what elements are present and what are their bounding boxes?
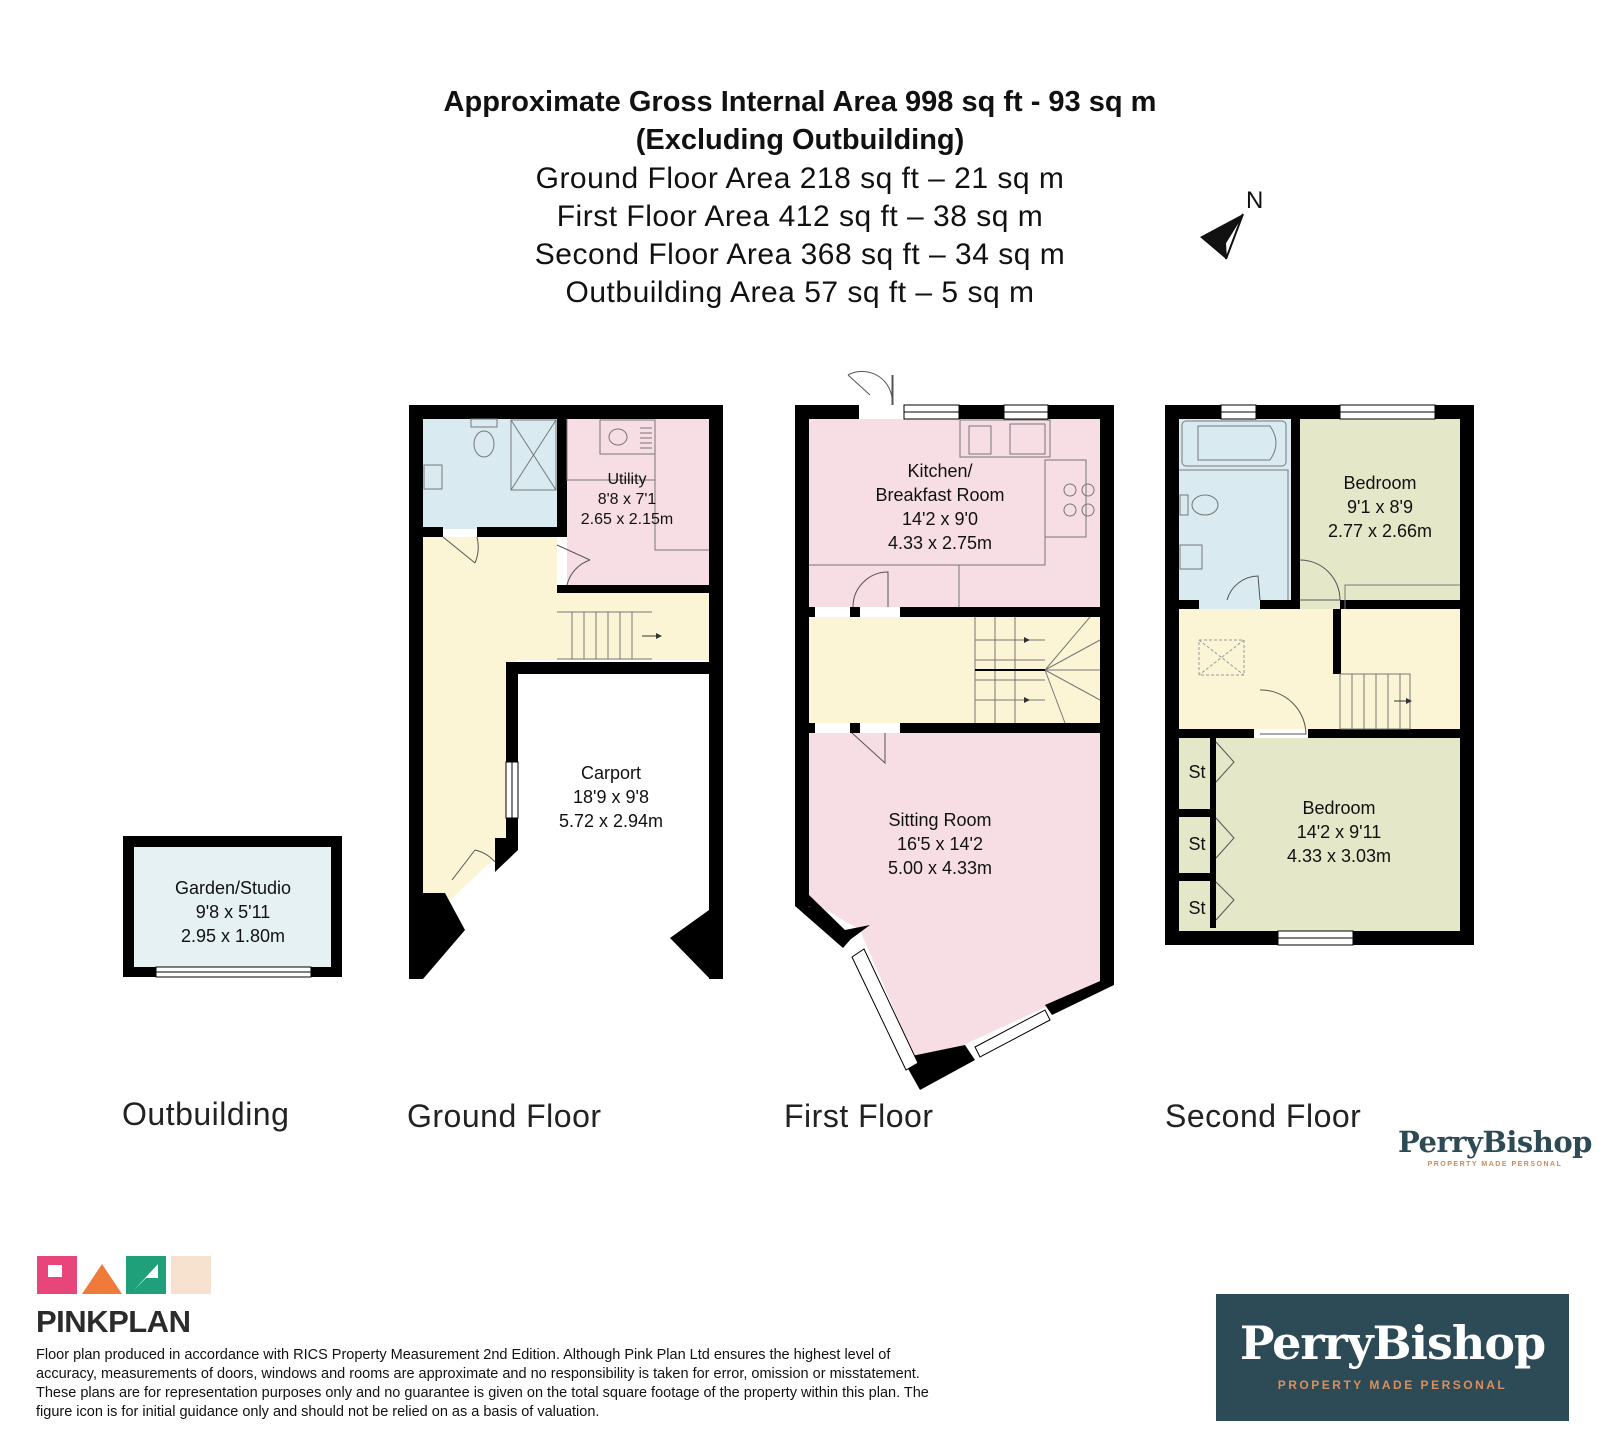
bedroom-small-metric: 2.77 x 2.66m bbox=[1327, 521, 1433, 541]
bedroom-large-metric: 4.33 x 3.03m bbox=[1286, 846, 1392, 866]
pinkplan-wordmark: PINKPLAN bbox=[36, 1304, 191, 1339]
store-label: St bbox=[1188, 898, 1206, 918]
kitchen-imperial: 14'2 x 9'0 bbox=[902, 509, 978, 529]
utility-imperial: 8'8 x 7'1 bbox=[597, 491, 657, 508]
utility-metric: 2.65 x 2.15m bbox=[580, 511, 674, 528]
perrybishop-wordmark: PerryBishop bbox=[1239, 1316, 1546, 1370]
perrybishop-tagline: PROPERTY MADE PERSONAL bbox=[1277, 1378, 1508, 1392]
garden-studio-imperial: 9'8 x 5'11 bbox=[195, 902, 271, 922]
garden-studio-metric: 2.95 x 1.80m bbox=[180, 926, 286, 946]
second-floor-label: Second Floor bbox=[1165, 1098, 1362, 1134]
kitchen-metric: 4.33 x 2.75m bbox=[887, 533, 993, 553]
pinkplan-logo-icon bbox=[37, 1256, 211, 1294]
outbuilding-label: Outbuilding bbox=[122, 1096, 290, 1132]
store-label: St bbox=[1188, 762, 1206, 782]
perrybishop-wordmark-small: PerryBishop bbox=[1398, 1125, 1592, 1159]
perrybishop-logo-large bbox=[1216, 1294, 1569, 1421]
kitchen-name-line1: Kitchen/ bbox=[907, 461, 973, 481]
bedroom-large-imperial: 14'2 x 9'11 bbox=[1296, 822, 1382, 842]
garden-studio-name: Garden/Studio bbox=[174, 878, 292, 898]
store-label: St bbox=[1188, 834, 1206, 854]
outbuilding-area: Outbuilding Area 57 sq ft – 5 sq m bbox=[565, 276, 1035, 309]
bedroom-large-name: Bedroom bbox=[1302, 798, 1376, 818]
bedroom-small-imperial: 9'1 x 8'9 bbox=[1347, 497, 1413, 517]
gross-area-title: Approximate Gross Internal Area 998 sq ft - 93 sq m bbox=[443, 86, 1157, 118]
sitting-room-name: Sitting Room bbox=[888, 810, 992, 830]
perrybishop-logo-small bbox=[1398, 1125, 1592, 1168]
first-floor-label: First Floor bbox=[784, 1098, 934, 1134]
bedroom-small-name: Bedroom bbox=[1343, 473, 1417, 493]
kitchen-name-line2: Breakfast Room bbox=[875, 485, 1005, 505]
utility-name: Utility bbox=[607, 471, 647, 488]
ground-floor-area: Ground Floor Area 218 sq ft – 21 sq m bbox=[535, 162, 1065, 195]
perrybishop-tagline-small: PROPERTY MADE PERSONAL bbox=[1427, 1161, 1563, 1168]
carport-metric: 5.72 x 2.94m bbox=[558, 811, 664, 831]
disclaimer-text: Floor plan produced in accordance with RICS Property Measurement 2nd Edition. Although Pink Plan Ltd ensures the highest level of accuracy, measurements of doors, windows and rooms are approximate and no responsibility is taken for error, omission or misstatement. These plans are for representation purposes only and no guarantee is given on the total square footage of the property within this plan. The figure icon is for initial guidance only and should not be relied on as a basis of valuation. bbox=[36, 1347, 929, 1420]
compass-icon bbox=[1200, 187, 1263, 259]
ground-floor-plan bbox=[409, 405, 723, 979]
ground-floor-label: Ground Floor bbox=[407, 1098, 602, 1134]
sitting-room-metric: 5.00 x 4.33m bbox=[887, 858, 993, 878]
carport-imperial: 18'9 x 9'8 bbox=[573, 787, 649, 807]
carport-name: Carport bbox=[580, 763, 642, 783]
compass-north-label: N bbox=[1246, 187, 1264, 214]
sitting-room-imperial: 16'5 x 14'2 bbox=[897, 834, 983, 854]
gross-area-subtitle: (Excluding Outbuilding) bbox=[635, 124, 965, 156]
second-floor-area: Second Floor Area 368 sq ft – 34 sq m bbox=[534, 238, 1066, 271]
first-floor-area: First Floor Area 412 sq ft – 38 sq m bbox=[556, 200, 1044, 233]
